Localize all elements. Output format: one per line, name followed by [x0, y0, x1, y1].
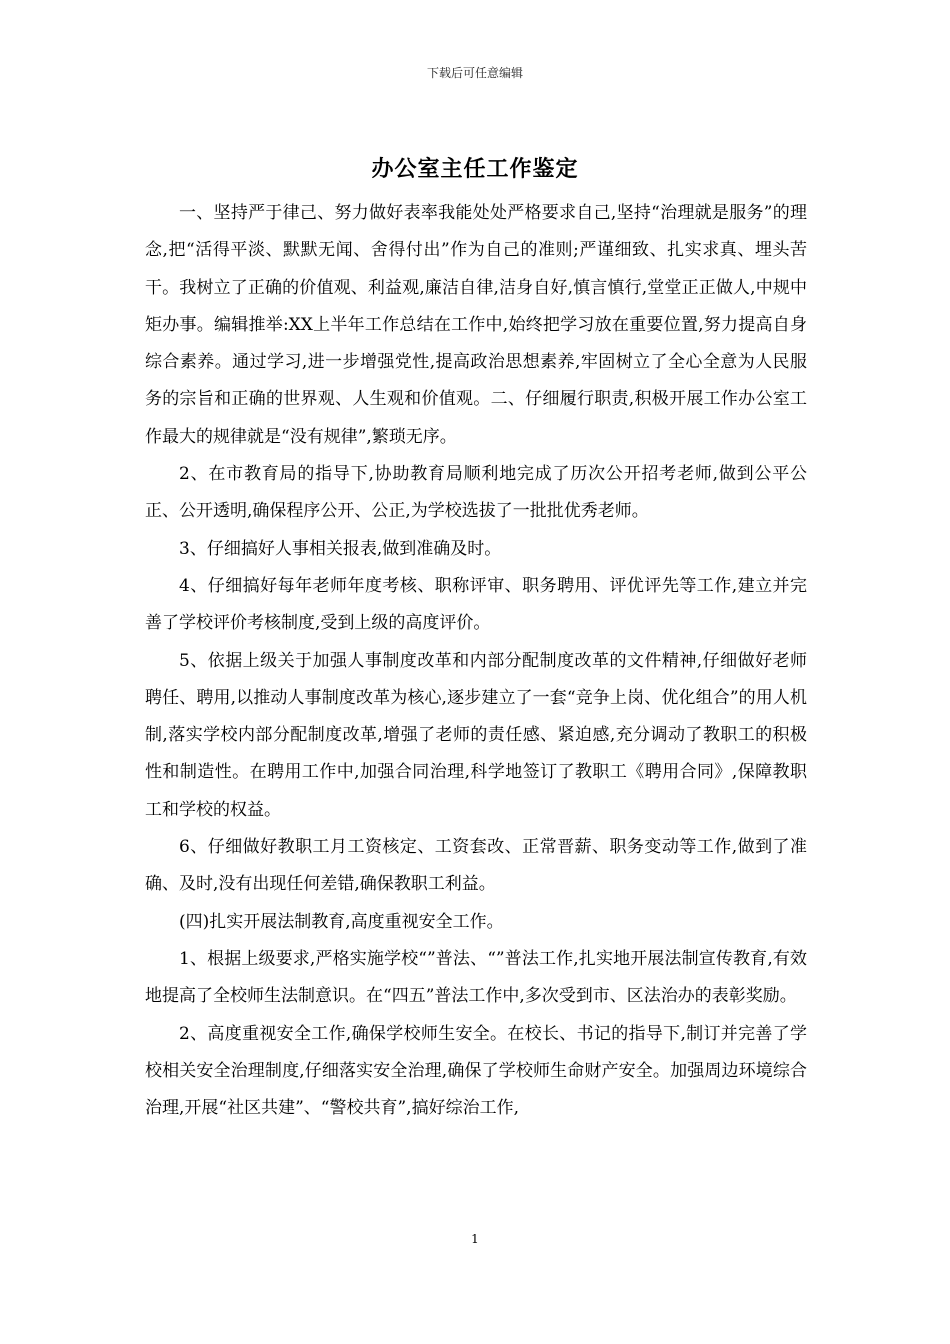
document-title: 办公室主任工作鉴定	[371, 156, 579, 182]
paragraph-4: 4、仔细搞好每年老师年度考核、职称评审、职务聘用、评优评先等工作,建立并完善了学校评价考核制度,受到上级的高度评价。	[145, 575, 807, 634]
paragraph-5: 5、依据上级关于加强人事制度改革和内部分配制度改革的文件精神,仔细做好老师聘任、聘用,以推动人事制度改革为核心,逐步建立了一套“竞争上岗、优化组合”的用人机制,落实学校内部分配制度改革,增强了老师的责任感、紧迫感,充分调动了教职工的积极性和制造性。在聘用工作中,加强合同治理,科学地签订了教职工《聘用合同》,保障教职工和学校的权益。	[145, 650, 807, 820]
document-body	[145, 195, 807, 1127]
paragraph-9: 2、高度重视安全工作,确保学校师生安全。在校长、书记的指导下,制订并完善了学校相关安全治理制度,仔细落实安全治理,确保了学校师生命财产安全。加强周边环境综合治理,开展“社区共建”、“警校共育”,搞好综治工作,	[145, 1023, 807, 1119]
paragraph-3: 3、仔细搞好人事相关报表,做到准确及时。	[179, 538, 502, 559]
paragraph-7: (四)扎实开展法制教育,高度重视安全工作。	[179, 911, 504, 932]
paragraph-1: 一、坚持严于律己、努力做好表率我能处处严格要求自己,坚持“治理就是服务”的理念,把“活得平淡、默默无闻、舍得付出”作为自己的准则;严谨细致、扎实求真、埋头苦干。我树立了正确的价值观、利益观,廉洁自律,洁身自好,慎言慎行,堂堂正正做人,中规中矩办事。编辑推举:XX上半年工作总结在工作中,始终把学习放在重要位置,努力提高自身综合素养。通过学习,进一步增强党性,提高政治思想素养,牢固树立了全心全意为人民服务的宗旨和正确的世界观、人生观和价值观。二、仔细履行职责,积极开展工作办公室工作最大的规律就是“没有规律”,繁琐无序。	[145, 203, 807, 447]
paragraph-6: 6、仔细做好教职工月工资核定、工资套改、正常晋薪、职务变动等工作,做到了准确、及时,没有出现任何差错,确保教职工利益。	[145, 837, 807, 895]
paragraph-2: 2、在市教育局的指导下,协助教育局顺利地完成了历次公开招考老师,做到公平公正、公开透明,确保程序公开、公正,为学校选拔了一批批优秀老师。	[145, 464, 807, 522]
header-note: 下载后可任意编辑	[426, 66, 523, 80]
page-number: 1	[471, 1232, 479, 1246]
paragraph-8: 1、根据上级要求,严格实施学校“”普法、“”普法工作,扎实地开展法制宣传教育,有效地提高了全校师生法制意识。在“四五”普法工作中,多次受到市、区法治办的表彰奖励。	[145, 948, 807, 1007]
